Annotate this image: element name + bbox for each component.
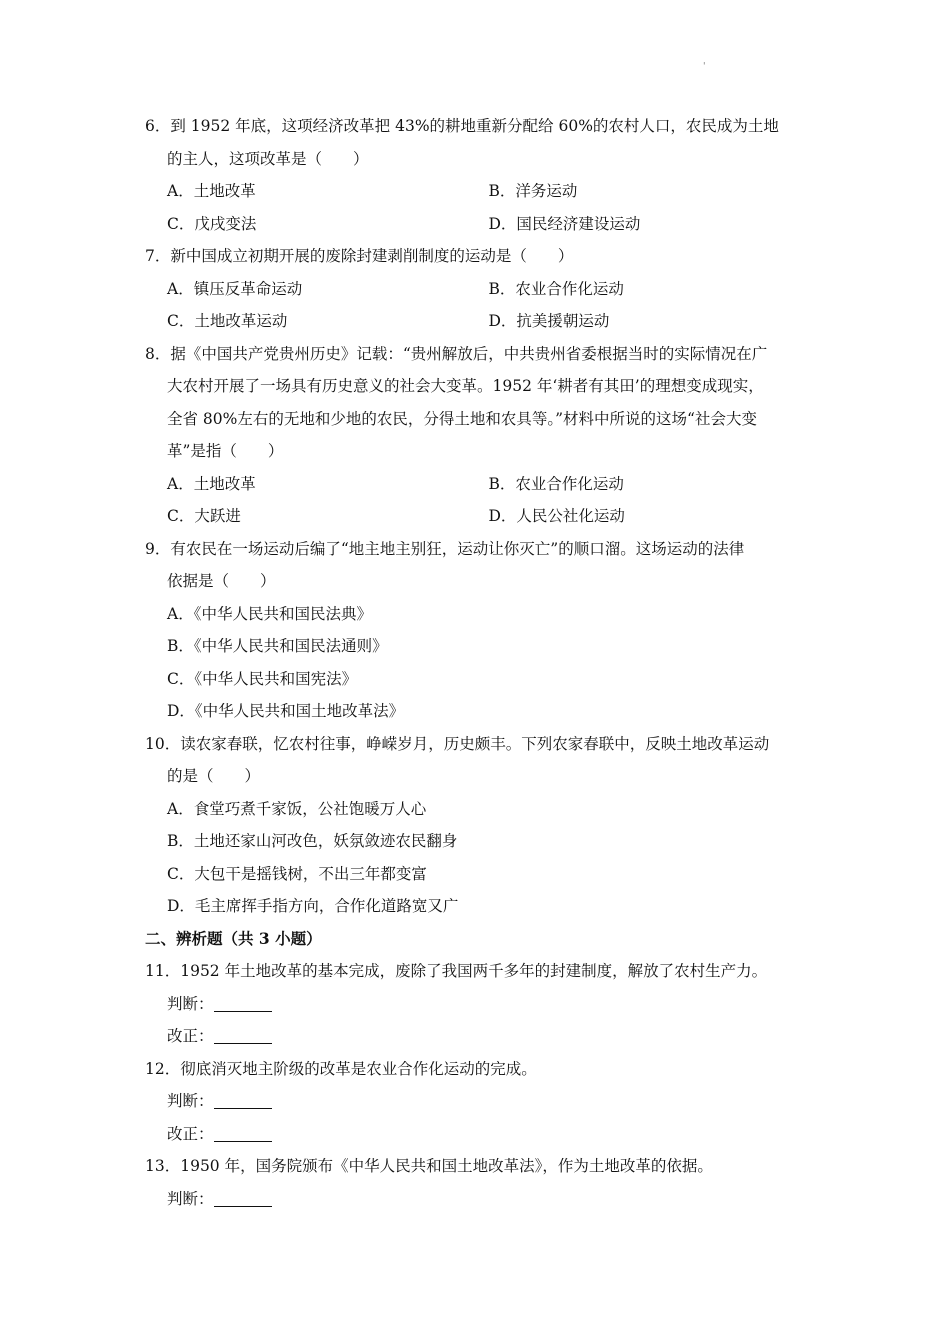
question-stem: 8．据《中国共产党贵州历史》记载：“贵州解放后，中共贵州省委根据当时的实际情况在广 [145, 344, 768, 363]
option-a[interactable]: A．土地改革 [167, 474, 256, 493]
question-stem: 革”是指（ ） [167, 442, 284, 460]
option-a[interactable]: A．食堂巧煮千家饭，公社饱暖万人心 [167, 799, 427, 818]
option-d[interactable]: D．人民公社化运动 [488, 507, 625, 525]
option-b[interactable]: B．洋务运动 [488, 182, 578, 200]
option-d[interactable]: D．国民经济建设运动 [488, 214, 641, 233]
option-b[interactable]: B．土地还家山河改色，妖氛敛迹农民翻身 [167, 832, 458, 850]
judge-label: 判断： [167, 994, 214, 1013]
section-heading: 二、辨析题（共 3 小题） [145, 928, 322, 948]
option-b[interactable]: B．农业合作化运动 [488, 474, 624, 493]
judge-label: 判断： [167, 1189, 214, 1208]
option-a[interactable]: A．土地改革 [167, 182, 256, 200]
judge-row [145, 988, 810, 1021]
question-7 [145, 240, 810, 338]
question-stem: 12．彻底消灭地主阶级的改革是农业合作化运动的完成。 [145, 1059, 537, 1078]
question-11 [145, 955, 810, 1053]
question-stem: 依据是（ ） [167, 572, 276, 590]
option-b[interactable]: B．农业合作化运动 [488, 279, 624, 298]
option-d[interactable]: D．抗美援朝运动 [488, 312, 610, 330]
option-a[interactable]: A．镇压反革命运动 [167, 279, 303, 298]
question-stem: 7．新中国成立初期开展的废除封建剥削制度的运动是（ ） [145, 247, 574, 265]
option-c[interactable]: C．大跃进 [167, 507, 241, 525]
option-a[interactable]: A．《中华人民共和国民法典》 [167, 604, 372, 623]
correct-label: 改正： [167, 1124, 214, 1143]
option-c[interactable]: C．土地改革运动 [167, 312, 288, 330]
correct-blank[interactable] [214, 1025, 272, 1044]
question-stem: 的是（ ） [167, 767, 261, 785]
option-b[interactable]: B．《中华人民共和国民法通则》 [167, 637, 388, 655]
correct-row [145, 1020, 810, 1053]
judge-blank[interactable] [214, 1090, 272, 1109]
correct-blank[interactable] [214, 1123, 272, 1142]
judge-blank[interactable] [214, 993, 272, 1012]
correct-label: 改正： [167, 1027, 214, 1045]
question-12 [145, 1053, 810, 1151]
option-d[interactable]: D．毛主席挥手指方向，合作化道路宽又广 [167, 897, 459, 915]
top-mark: ' [703, 62, 706, 72]
question-10 [145, 728, 810, 923]
question-stem: 11．1952 年土地改革的基本完成，废除了我国两千多年的封建制度，解放了农村生产力。 [145, 962, 768, 980]
question-stem: 大农村开展了一场具有历史意义的社会大变革。1952 年‘耕者有其田’的理想变成现实， [167, 377, 764, 395]
question-stem: 9．有农民在一场运动后编了“地主地主别狂，运动让你灭亡”的顺口溜。这场运动的法律 [145, 539, 745, 558]
question-stem: 全省 80%左右的无地和少地的农民，分得土地和农具等。”材料中所说的这场“社会大变 [167, 409, 757, 428]
option-c[interactable]: C．《中华人民共和国宪法》 [167, 669, 358, 688]
judge-label: 判断： [167, 1092, 214, 1110]
question-stem: 10．读农家春联，忆农村往事，峥嵘岁月，历史颇丰。下列农家春联中，反映土地改革运动 [145, 734, 770, 753]
question-stem: 13．1950 年，国务院颁布《中华人民共和国土地改革法》，作为土地改革的依据。 [145, 1157, 713, 1175]
option-c[interactable]: C．戊戌变法 [167, 214, 257, 233]
option-d[interactable]: D．《中华人民共和国土地改革法》 [167, 702, 405, 720]
question-stem: 6．到 1952 年底，这项经济改革把 43%的耕地重新分配给 60%的农村人口，农民成为土地 [145, 117, 779, 135]
question-stem: 的主人，这项改革是（ ） [167, 149, 369, 168]
question-6 [145, 110, 810, 240]
question-13 [145, 1150, 810, 1215]
question-8 [145, 338, 810, 533]
judge-blank[interactable] [214, 1188, 272, 1207]
judge-row [145, 1183, 810, 1216]
option-c[interactable]: C．大包干是摇钱树，不出三年都变富 [167, 864, 427, 883]
question-9 [145, 533, 810, 728]
document-page [145, 110, 810, 1215]
correct-row [145, 1118, 810, 1151]
judge-row [145, 1085, 810, 1118]
